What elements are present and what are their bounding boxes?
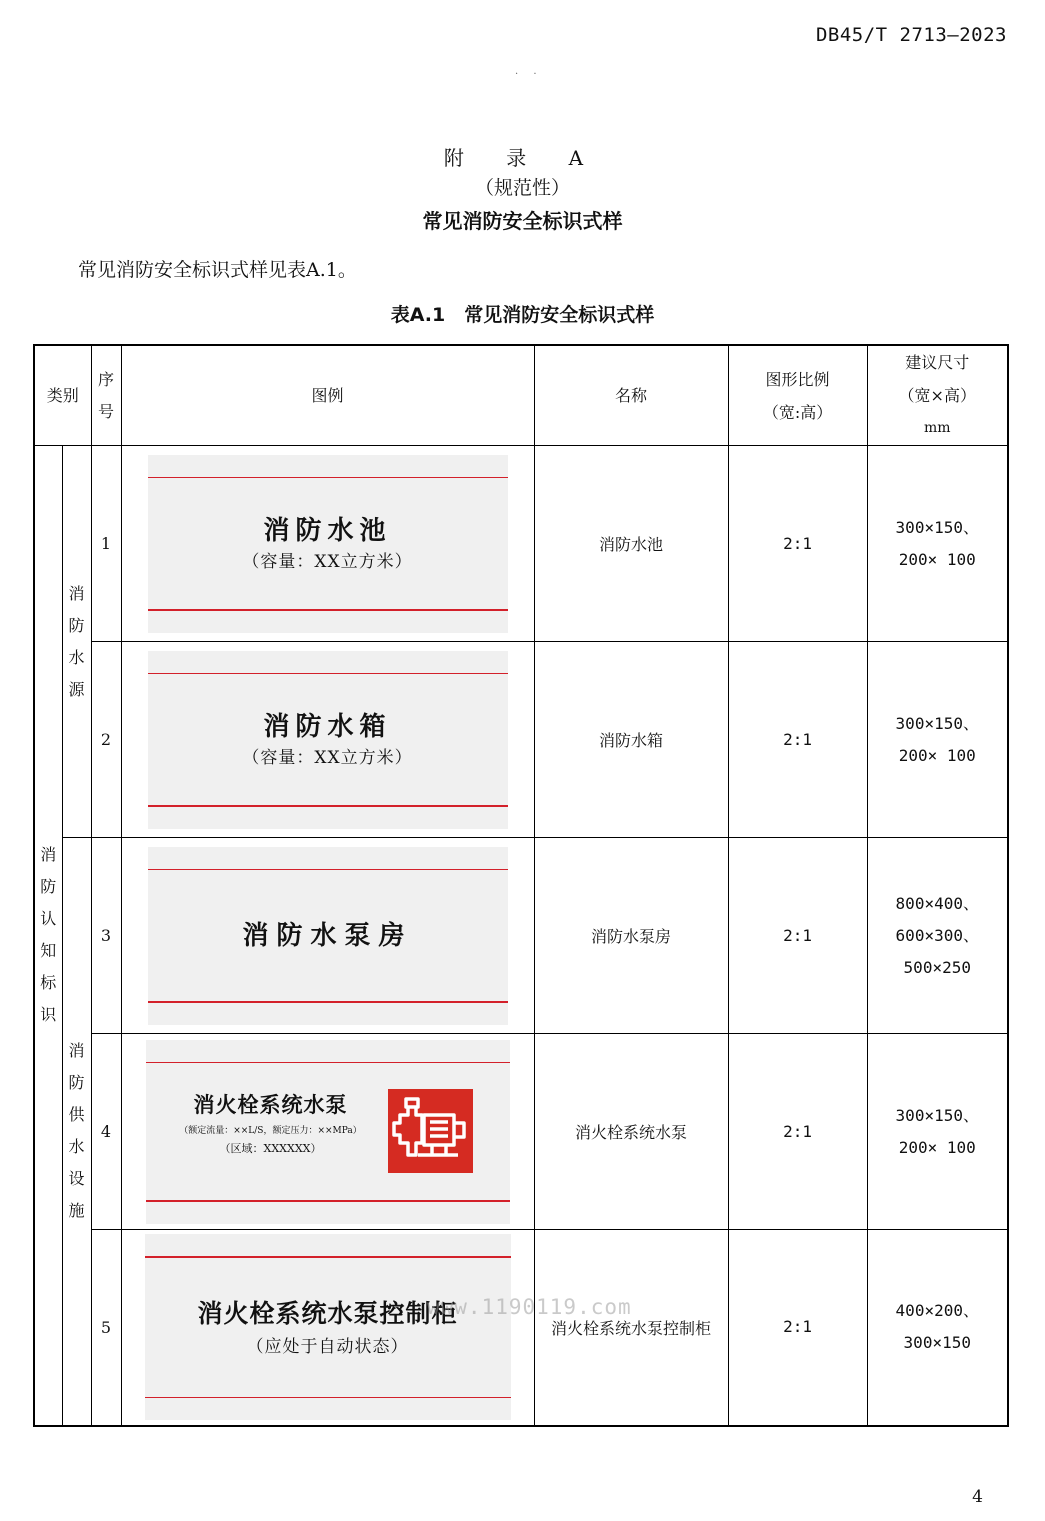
appendix-name: 常见消防安全标识式样 — [422, 209, 623, 233]
sign-hydrant-pump — [146, 1040, 510, 1224]
subcategory-water-source: 消防水源 — [62, 446, 91, 838]
legend-cell — [121, 838, 534, 1034]
sign-pump-room — [148, 847, 508, 1025]
row-ratio: 2:1 — [728, 1230, 867, 1426]
sign-sub-text: （容量：XX立方米） — [242, 551, 413, 572]
row-name: 消防水泵房 — [534, 838, 728, 1034]
watermark: www.1190119.com — [427, 1295, 632, 1319]
row-name: 消防水箱 — [534, 642, 728, 838]
sign-main-text: 消防水箱 — [263, 711, 392, 742]
row-seq: 5 — [91, 1230, 121, 1426]
legend-cell — [121, 1230, 534, 1426]
sign-pump-control-cabinet — [145, 1234, 511, 1420]
legend-cell — [121, 642, 534, 838]
subcategory-water-supply: 消防供水设施 — [62, 838, 91, 1426]
sign-main-text: 消防水池 — [263, 515, 392, 546]
row-size: 300×150、 200× 100 — [867, 1034, 1008, 1230]
row-size: 300×150、 200× 100 — [867, 642, 1008, 838]
row-ratio: 2:1 — [728, 1034, 867, 1230]
row-name: 消火栓系统水泵控制柜 — [534, 1230, 728, 1426]
sign-fire-tank — [148, 651, 508, 829]
page-number: 4 — [972, 1487, 983, 1507]
header-legend: 图例 — [121, 345, 534, 446]
sign-main-text: 消防水泵房 — [242, 920, 413, 951]
table-header-row — [34, 345, 1008, 446]
row-seq: 4 — [91, 1034, 121, 1230]
table-row — [34, 838, 1008, 1034]
table-row — [34, 446, 1008, 642]
header-dots: . . — [515, 66, 543, 77]
sign-main-text: 消火栓系统水泵 — [193, 1091, 348, 1117]
header-name: 名称 — [534, 345, 728, 446]
row-seq: 3 — [91, 838, 121, 1034]
sign-sub-text: （容量：XX立方米） — [242, 747, 413, 768]
sign-fire-pool — [148, 455, 508, 633]
category-main-cell: 消防认知标识 — [34, 446, 62, 1426]
legend-cell — [121, 446, 534, 642]
row-ratio: 2:1 — [728, 642, 867, 838]
sign-sub-text-2: （区域：XXXXXX） — [219, 1141, 322, 1155]
row-size: 400×200、 300×150 — [867, 1230, 1008, 1426]
row-ratio: 2:1 — [728, 446, 867, 642]
water-pump-icon — [388, 1089, 473, 1173]
standard-number: DB45/T 2713—2023 — [815, 24, 1007, 46]
table-row — [34, 642, 1008, 838]
table-caption: 表A.1 常见消防安全标识式样 — [390, 304, 655, 326]
row-name: 消火栓系统水泵 — [534, 1034, 728, 1230]
sign-main-text: 消火栓系统水泵控制柜 — [197, 1299, 458, 1329]
appendix-title: 附 录 A — [443, 146, 602, 170]
row-ratio: 2:1 — [728, 838, 867, 1034]
row-name: 消防水池 — [534, 446, 728, 642]
row-seq: 1 — [91, 446, 121, 642]
signs-table — [33, 344, 1009, 1427]
table-row — [34, 1230, 1008, 1426]
row-size: 300×150、 200× 100 — [867, 446, 1008, 642]
sign-sub-text: （额定流量：××L/S，额定压力：××MPa） — [179, 1125, 362, 1136]
row-size: 800×400、 600×300、 500×250 — [867, 838, 1008, 1034]
legend-cell — [121, 1034, 534, 1230]
header-size: 建议尺寸 （宽×高） mm — [867, 345, 1008, 446]
header-category: 类别 — [34, 345, 91, 446]
appendix-type: （规范性） — [474, 177, 570, 199]
table-row — [34, 1034, 1008, 1230]
header-ratio: 图形比例 （宽:高） — [728, 345, 867, 446]
header-seq: 序号 — [91, 345, 121, 446]
sign-sub-text: （应处于自动状态） — [246, 1337, 409, 1358]
row-seq: 2 — [91, 642, 121, 838]
intro-paragraph: 常见消防安全标识式样见表A.1。 — [78, 259, 357, 281]
